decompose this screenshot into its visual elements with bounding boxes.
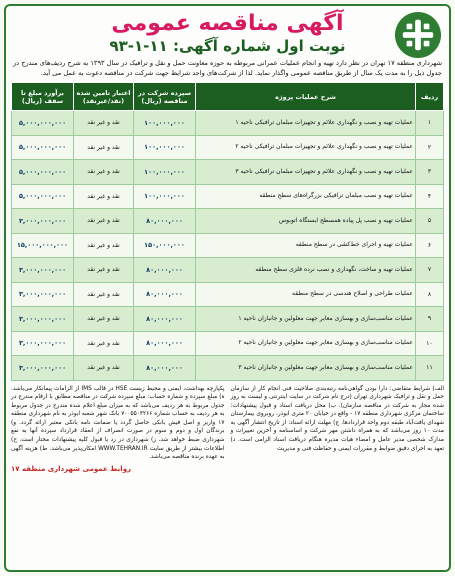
cell-budget: ۳,۰۰۰,۰۰۰,۰۰۰ xyxy=(12,331,74,356)
cell-credit: نقد و غیر نقد xyxy=(74,331,134,356)
cell-budget: ۳,۰۰۰,۰۰۰,۰۰۰ xyxy=(12,356,74,381)
ad-frame xyxy=(4,4,451,572)
cell-deposit: ۸۰,۰۰۰,۰۰۰ xyxy=(134,282,196,307)
conditions-section xyxy=(11,385,444,462)
table-row xyxy=(12,356,444,381)
cell-credit: نقد و غیر نقد xyxy=(74,282,134,307)
ad-intro: شهرداری منطقه ۱۷ تهران در نظر دارد تهیه و انجام عملیات عمرانی مربوطه به حوزه معاونت حمل و نقل و ترافیک در سال ۱۳۹۳ به شرح ردیف‌های مندرج در جدول ذیل را به مدت یک سال از طریق مناقصه عمومی واگذار نماید. لذا از شرکت‌های واجد شرایط جهت شرکت در مناقصه دعوت به عمل می آید. xyxy=(13,59,442,77)
table-row xyxy=(12,135,444,160)
tehran-logo-icon xyxy=(399,16,437,54)
cell-row-number: ۵ xyxy=(416,209,444,234)
cell-description: عملیات تهیه و نصب مبلمان ترافیکی بزرگراه‌های سطح منطقه xyxy=(196,184,416,209)
public-relations-signature: روابط عمومی شهرداری منطقه ۱۷ xyxy=(11,464,132,473)
cell-credit: نقد و غیر نقد xyxy=(74,184,134,209)
cell-row-number: ۱ xyxy=(416,111,444,136)
cell-description: عملیات تهیه و نصب پل پیاده همسطح ایستگاه اتوبوس xyxy=(196,209,416,234)
cell-row-number: ۸ xyxy=(416,282,444,307)
cell-credit: نقد و غیر نقد xyxy=(74,135,134,160)
ad-subtitle: نوبت اول شماره آگهی: ۱۱-۱-۹۳ xyxy=(109,37,346,55)
ad-title: آگهی مناقصه عمومی xyxy=(111,11,344,36)
cell-description: عملیات مناسب‌سازی و بهسازی معابر جهت معلولین و جانبازان ناحیه ۳ xyxy=(196,356,416,381)
cell-deposit: ۱۰۰,۰۰۰,۰۰۰ xyxy=(134,135,196,160)
header-row-number: ردیف xyxy=(416,83,444,111)
table-row xyxy=(12,233,444,258)
cell-deposit: ۸۰,۰۰۰,۰۰۰ xyxy=(134,331,196,356)
cell-description: عملیات تهیه و ساخت، نگهداری و نصب نرده فلزی سطح منطقه xyxy=(196,258,416,283)
tender-table xyxy=(11,82,444,381)
cell-row-number: ۷ xyxy=(416,258,444,283)
cell-description: عملیات تهیه و نصب و نگهداری علائم و تجهیزات مبلمان ترافیکی ناحیه ۱ xyxy=(196,111,416,136)
cell-budget: ۵,۰۰۰,۰۰۰,۰۰۰ xyxy=(12,160,74,185)
conditions-left: پکپارچه بهداشت، ایمنی و محیط زیست HSE در قالب IMS از الزامات پیمانکار می‌باشد. ه) مبلغ سپرده و شماره حساب: مبلغ سپرده شرکت در مناقصه مطابق با ارقام مندرج در جدول مربوط به هر ردیف می‌باشد که به میزان مبلغ اعلام شده مندرج در جدول مربوط به هر ردیف به حساب شماره ۷۰۰۵۵۰۳۲۶۶ بانک شهر شعبه ابوذر به نام شهرداری منطقه ۱۷ واریز و اصل فیش بانکی حاصل گردد یا ضمانت نامه بانکی معتبر ارائه گردد. و) برندگان اول و دوم و سوم در صورت انصراف از انعقاد قرارداد سپرده آنها به نفع شهرداری ضبط خواهد شد. ز) شهرداری در رد یا قبول کلیه پیشنهادات مختار است. ح) اطلاعات بیشتر از طریق سایت WWW.TEHRAN.IR امکان‌پذیر می‌باشد. ط) هزینه آگهی به عهده برنده مناقصه می‌باشد. xyxy=(11,385,225,461)
cell-deposit: ۸۰,۰۰۰,۰۰۰ xyxy=(134,209,196,234)
header-budget: برآورد مبلغ تا سقف (ریال) xyxy=(12,83,74,111)
cell-description: عملیات تهیه و نصب و نگهداری علائم و تجهیزات مبلمان ترافیکی ناحیه ۲ xyxy=(196,135,416,160)
cell-credit: نقد و غیر نقد xyxy=(74,307,134,332)
cell-row-number: ۴ xyxy=(416,184,444,209)
table-row xyxy=(12,282,444,307)
cell-deposit: ۱۰۰,۰۰۰,۰۰۰ xyxy=(134,184,196,209)
municipality-logo xyxy=(395,12,441,58)
cell-credit: نقد و غیر نقد xyxy=(74,209,134,234)
cell-deposit: ۸۰,۰۰۰,۰۰۰ xyxy=(134,307,196,332)
cell-description: عملیات مناسب‌سازی و بهسازی معابر جهت معلولین و جانبازان ناحیه ۲ xyxy=(196,331,416,356)
cell-row-number: ۳ xyxy=(416,160,444,185)
cell-budget: ۵,۰۰۰,۰۰۰,۰۰۰ xyxy=(12,135,74,160)
cell-description: عملیات تهیه و اجرای خط‌کشی در سطح منطقه xyxy=(196,233,416,258)
cell-description: عملیات تهیه و نصب و نگهداری علائم و تجهیزات مبلمان ترافیکی ناحیه ۳ xyxy=(196,160,416,185)
cell-budget: ۵,۰۰۰,۰۰۰,۰۰۰ xyxy=(12,111,74,136)
cell-row-number: ۲ xyxy=(416,135,444,160)
cell-row-number: ۹ xyxy=(416,307,444,332)
cell-row-number: ۱۰ xyxy=(416,331,444,356)
table-row xyxy=(12,160,444,185)
table-row xyxy=(12,331,444,356)
cell-budget: ۵,۰۰۰,۰۰۰,۰۰۰ xyxy=(12,184,74,209)
table-header-row xyxy=(12,83,444,111)
cell-credit: نقد و غیر نقد xyxy=(74,160,134,185)
cell-deposit: ۸۰,۰۰۰,۰۰۰ xyxy=(134,258,196,283)
cell-credit: نقد و غیر نقد xyxy=(74,356,134,381)
conditions-right: الف) شرایط متقاضی: دارا بودن گواهی‌نامه رتبه‌بندی صلاحیت فنی انجام کار از سازمان حمل و نقل و ترافیک شهرداری تهران (درج نام شرکت در سایت اینترنتی و لیست به روز شده مجاز به شرکت در مناقصه سازمان). ب) محل دریافت اسناد و قبول پیشنهادات: ساختمان مرکزی شهرداری منطقه ۱۷ - واقع در خیابان ۲۰ متری ابوذر، روبروی بیمارستان شهدای یافت‌آباد طبقه دوم واحد قراردادها. ج) مهلت ارائه اسناد: از تاریخ انتشار آگهی به مدت ۱۰ روز می‌باشد که به همراه داشتن مهر شرکت و اساسنامه و آخرین تغییرات و مدارک شخصی مدیر عامل و امضاء هیات مدیره هنگام دریافت اسناد الزامی است. د) تعهد به اجرای دقیق ضوابط و مقررات ایمنی و حفاظت فنی و مدیریت xyxy=(230,385,444,452)
header-deposit: سپرده شرکت در مناقصه (ریال) xyxy=(134,83,196,111)
table-row xyxy=(12,184,444,209)
cell-description: عملیات مناسب‌سازی و بهسازی معابر جهت معلولین و جانبازان ناحیه ۱ xyxy=(196,307,416,332)
cell-budget: ۱۵,۰۰۰,۰۰۰,۰۰۰ xyxy=(12,233,74,258)
table-row xyxy=(12,111,444,136)
table-row xyxy=(12,307,444,332)
cell-row-number: ۱۱ xyxy=(416,356,444,381)
cell-budget: ۳,۰۰۰,۰۰۰,۰۰۰ xyxy=(12,307,74,332)
cell-budget: ۳,۰۰۰,۰۰۰,۰۰۰ xyxy=(12,282,74,307)
cell-budget: ۳,۰۰۰,۰۰۰,۰۰۰ xyxy=(12,258,74,283)
cell-deposit: ۱۵۰,۰۰۰,۰۰۰ xyxy=(134,233,196,258)
header-description: شرح عملیات پروژه xyxy=(196,83,416,111)
cell-deposit: ۱۰۰,۰۰۰,۰۰۰ xyxy=(134,111,196,136)
cell-row-number: ۶ xyxy=(416,233,444,258)
header-credit: اعتبار تامین شده (نقد/غیرنقد) xyxy=(74,83,134,111)
cell-description: عملیات طراحی و اصلاح هندسی در سطح منطقه xyxy=(196,282,416,307)
cell-credit: نقد و غیر نقد xyxy=(74,233,134,258)
cell-credit: نقد و غیر نقد xyxy=(74,258,134,283)
cell-credit: نقد و غیر نقد xyxy=(74,111,134,136)
table-row xyxy=(12,258,444,283)
cell-budget: ۳,۰۰۰,۰۰۰,۰۰۰ xyxy=(12,209,74,234)
cell-deposit: ۱۰۰,۰۰۰,۰۰۰ xyxy=(134,160,196,185)
cell-deposit: ۸۰,۰۰۰,۰۰۰ xyxy=(134,356,196,381)
table-row xyxy=(12,209,444,234)
